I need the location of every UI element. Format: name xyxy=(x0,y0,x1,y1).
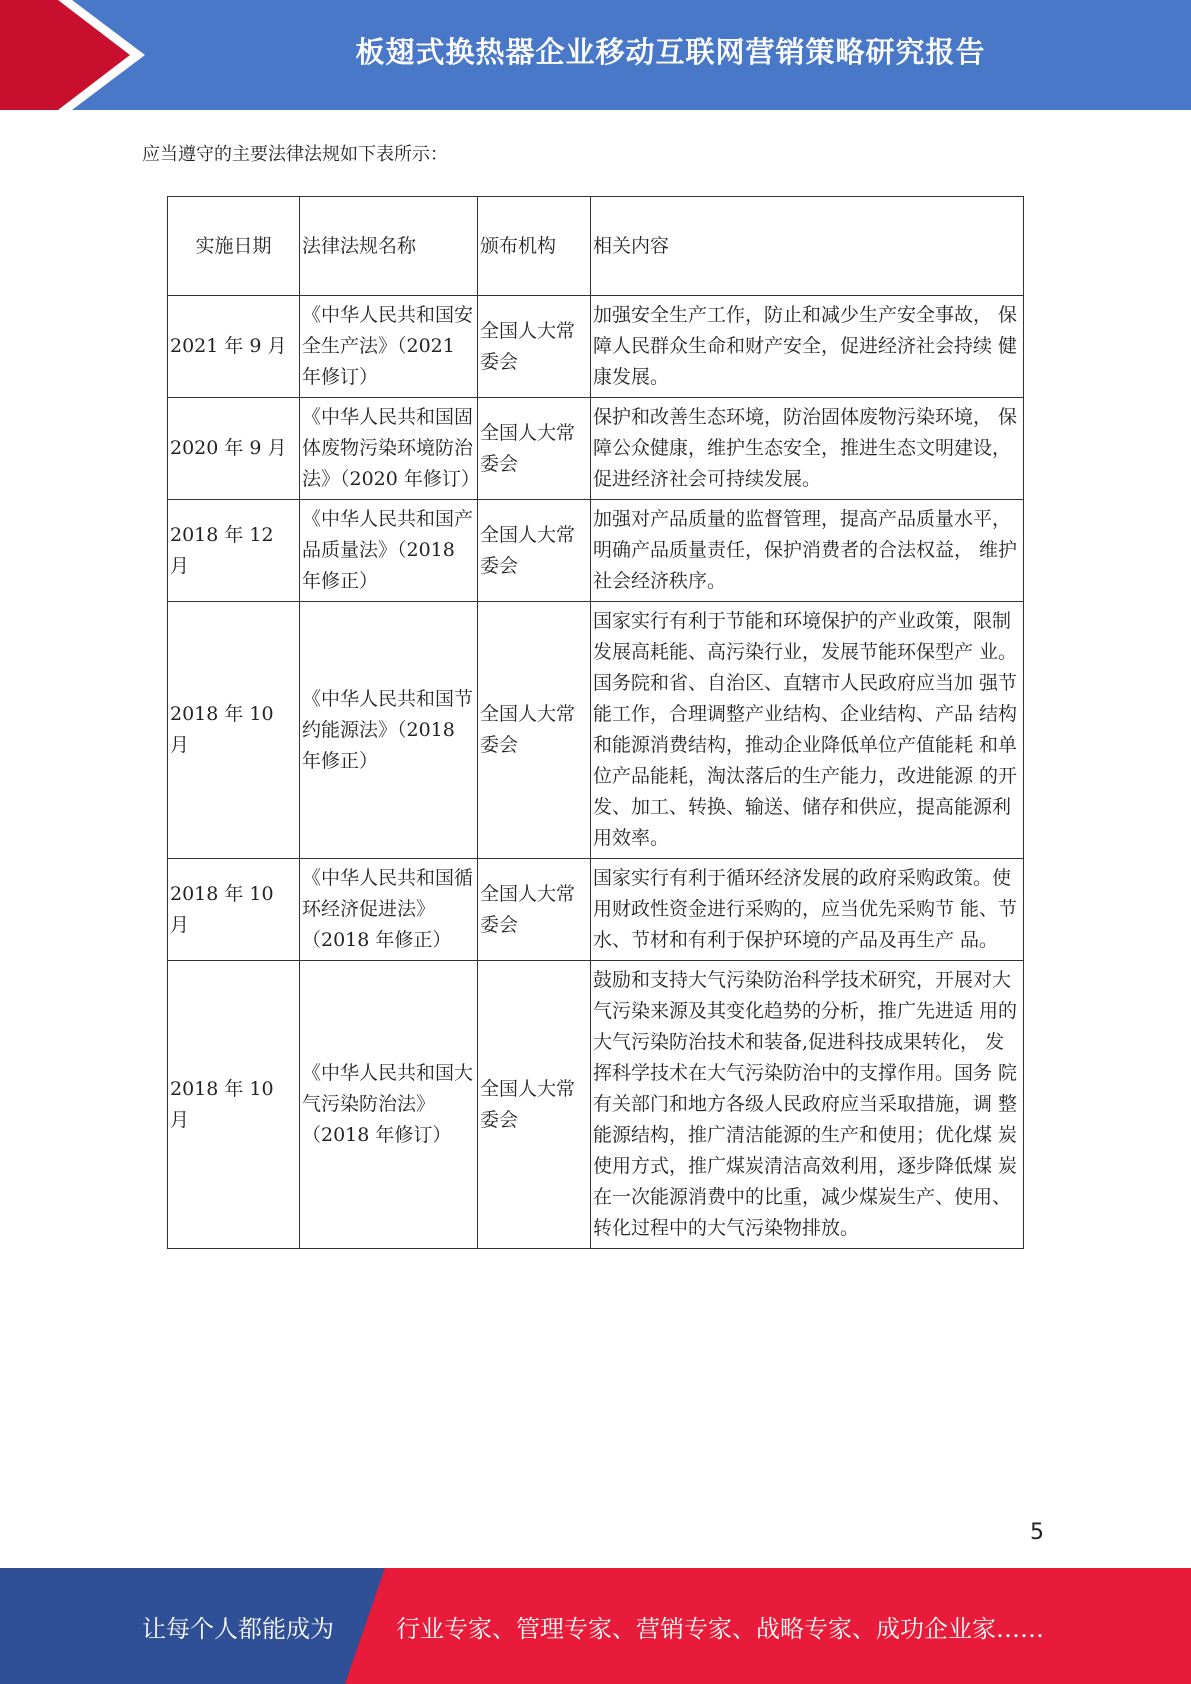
cell-name: 《中华人民共和国节约能源法》（2018 年修正） xyxy=(300,602,478,859)
cell-name: 《中华人民共和国固体废物污染环境防治法》（2020 年修订） xyxy=(300,398,478,500)
cell-name: 《中华人民共和国循环经济促进法》（2018 年修正） xyxy=(300,859,478,961)
cell-content: 保护和改善生态环境，防治固体废物污染环境， 保障公众健康，维护生态安全，推进生态文明建设， 促进经济社会可持续发展。 xyxy=(591,398,1024,500)
header-chevron-decoration xyxy=(0,0,160,110)
page-number: 5 xyxy=(1030,1520,1044,1545)
header-content: 相关内容 xyxy=(591,197,1024,296)
cell-org: 全国人大常委会 xyxy=(478,602,591,859)
header-org: 颁布机构 xyxy=(478,197,591,296)
cell-content: 国家实行有利于循环经济发展的政府采购政策。使用财政性资金进行采购的，应当优先采购节 能、节水、节材和有利于保护环境的产品及再生产 品。 xyxy=(591,859,1024,961)
page-header xyxy=(0,0,1191,110)
cell-org: 全国人大常委会 xyxy=(478,859,591,961)
cell-date: 2021 年 9 月 xyxy=(168,296,300,398)
footer-slogan-left: 让每个人都能成为 xyxy=(142,1614,334,1643)
cell-date: 2020 年 9 月 xyxy=(168,398,300,500)
table-row xyxy=(168,602,1024,859)
table-row xyxy=(168,859,1024,961)
cell-org: 全国人大常委会 xyxy=(478,398,591,500)
table-row xyxy=(168,398,1024,500)
header-name: 法律法规名称 xyxy=(300,197,478,296)
report-title: 板翅式换热器企业移动互联网营销策略研究报告 xyxy=(355,34,986,69)
cell-name: 《中华人民共和国产品质量法》（2018 年修正） xyxy=(300,500,478,602)
cell-content: 加强安全生产工作，防止和减少生产安全事故， 保障人民群众生命和财产安全，促进经济社会持续 健康发展。 xyxy=(591,296,1024,398)
cell-date: 2018 年 12 月 xyxy=(168,500,300,602)
cell-content: 加强对产品质量的监督管理，提高产品质量水平，明确产品质量责任，保护消费者的合法权益， 维护社会经济秩序。 xyxy=(591,500,1024,602)
footer-slogan-right: 行业专家、管理专家、营销专家、战略专家、成功企业家…… xyxy=(396,1614,1044,1643)
table-row xyxy=(168,961,1024,1249)
table-header-row xyxy=(168,197,1024,296)
page-footer xyxy=(0,1568,1191,1684)
cell-org: 全国人大常委会 xyxy=(478,500,591,602)
cell-name: 《中华人民共和国大气污染防治法》（2018 年修订） xyxy=(300,961,478,1249)
cell-name: 《中华人民共和国安全生产法》（2021 年修订） xyxy=(300,296,478,398)
cell-org: 全国人大常委会 xyxy=(478,296,591,398)
table-row xyxy=(168,500,1024,602)
regulations-table xyxy=(167,196,1024,1249)
cell-date: 2018 年 10 月 xyxy=(168,859,300,961)
intro-text: 应当遵守的主要法律法规如下表所示： xyxy=(142,144,448,165)
cell-org: 全国人大常委会 xyxy=(478,961,591,1249)
cell-content: 鼓励和支持大气污染防治科学技术研究，开展对大气污染来源及其变化趋势的分析，推广先进适 用的大气污染防治技术和装备,促进科技成果转化， 发挥科学技术在大气污染防治中的支撑作用。国务 院有关部门和地方各级人民政府应当采取措施，调 整能源结构，推广清洁能源的生产和使用；优化煤 炭使用方式，推广煤炭清洁高效利用，逐步降低煤 炭在一次能源消费中的比重，减少煤炭生产、使用、 转化过程中的大气污染物排放。 xyxy=(591,961,1024,1249)
header-date: 实施日期 xyxy=(168,197,300,296)
cell-date: 2018 年 10 月 xyxy=(168,961,300,1249)
cell-date: 2018 年 10 月 xyxy=(168,602,300,859)
table-row xyxy=(168,296,1024,398)
cell-content: 国家实行有利于节能和环境保护的产业政策，限制发展高耗能、高污染行业，发展节能环保型产 业。国务院和省、自治区、直辖市人民政府应当加 强节能工作，合理调整产业结构、企业结构、产品 结构和能源消费结构，推动企业降低单位产值能耗 和单位产品能耗，淘汰落后的生产能力，改进能源 的开发、加工、转换、输送、储存和供应，提高能源利用效率。 xyxy=(591,602,1024,859)
